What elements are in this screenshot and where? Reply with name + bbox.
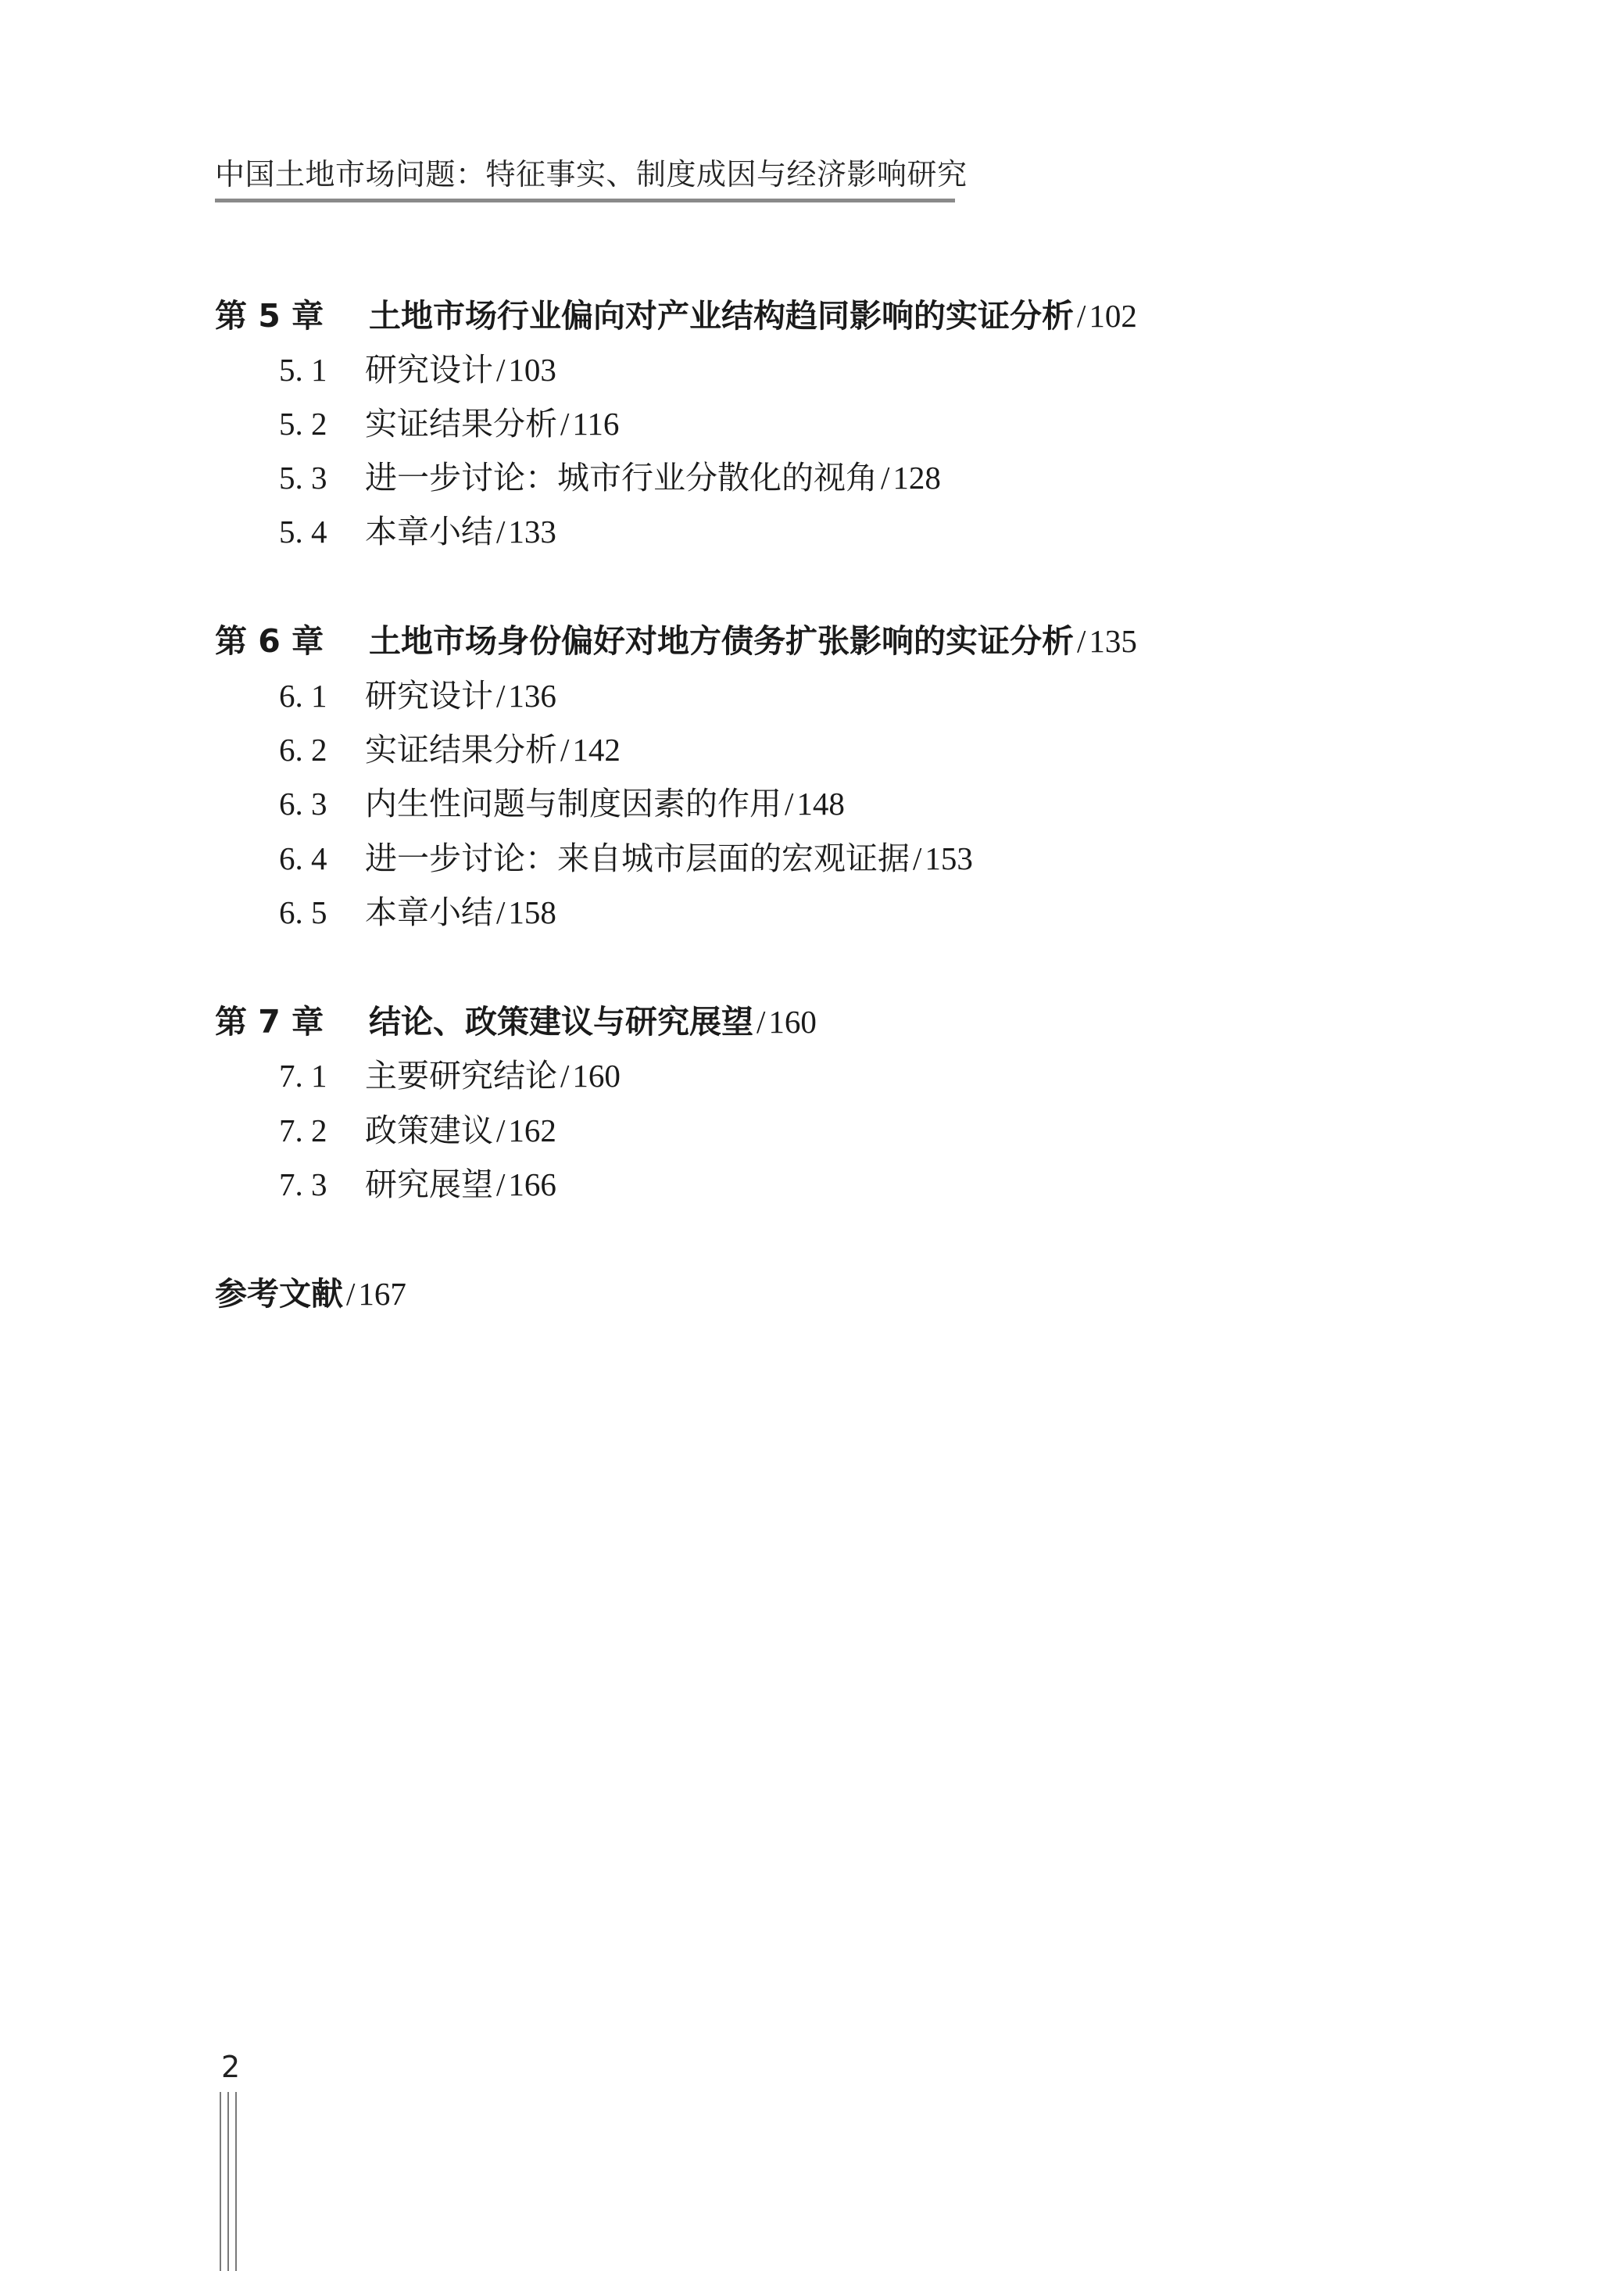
section-title: 本章小结: [365, 894, 493, 931]
toc-section-6-2[interactable]: [279, 729, 621, 770]
toc-section-6-3[interactable]: [279, 783, 845, 824]
section-title: 研究设计: [365, 351, 493, 389]
page-separator: /: [757, 1004, 766, 1040]
section-title: 实证结果分析: [365, 405, 557, 442]
section-page: 136: [508, 678, 556, 714]
page-separator: /: [560, 406, 570, 442]
margin-rule-1: [220, 2092, 221, 2271]
section-page: 153: [925, 840, 973, 876]
chapter-title: 土地市场行业偏向对产业结构趋同影响的实证分析: [369, 297, 1074, 335]
section-page: 128: [892, 460, 941, 496]
toc-section-5-2[interactable]: [279, 403, 619, 444]
chapter-page: 160: [768, 1004, 817, 1040]
toc-section-6-1[interactable]: [279, 675, 556, 716]
section-page: 148: [796, 786, 845, 822]
chapter-title: 土地市场身份偏好对地方债务扩张影响的实证分析: [369, 622, 1074, 660]
chapter-number: 第 6 章: [215, 622, 324, 660]
section-number: 5. 2: [279, 406, 327, 442]
page-separator: /: [913, 840, 922, 876]
section-number: 5. 4: [279, 514, 327, 550]
section-title: 进一步讨论：来自城市层面的宏观证据: [365, 840, 910, 877]
chapter-page: 102: [1089, 298, 1137, 334]
toc-chapter-7[interactable]: [215, 1001, 817, 1042]
section-number: 6. 3: [279, 786, 327, 822]
section-title: 内生性问题与制度因素的作用: [365, 785, 782, 822]
page-separator: /: [496, 514, 506, 550]
chapter-number: 第 5 章: [215, 297, 324, 335]
section-title: 主要研究结论: [365, 1057, 557, 1094]
toc-section-7-1[interactable]: [279, 1055, 621, 1096]
references-title: 参考文献: [215, 1275, 343, 1313]
page-separator: /: [496, 1166, 506, 1202]
chapter-number: 第 7 章: [215, 1003, 324, 1041]
toc-section-5-1[interactable]: [279, 349, 556, 390]
section-page: 103: [508, 352, 556, 388]
toc-section-6-5[interactable]: [279, 892, 556, 933]
section-number: 5. 1: [279, 352, 327, 388]
toc-references[interactable]: [215, 1273, 406, 1314]
section-number: 7. 2: [279, 1112, 327, 1148]
page-separator: /: [496, 352, 506, 388]
section-page: 133: [508, 514, 556, 550]
section-number: 5. 3: [279, 460, 327, 496]
page-separator: /: [346, 1276, 356, 1312]
section-page: 158: [508, 894, 556, 930]
section-title: 本章小结: [365, 513, 493, 550]
page-separator: /: [785, 786, 794, 822]
toc-section-7-2[interactable]: [279, 1110, 556, 1151]
page-separator: /: [1077, 298, 1086, 334]
references-page: 167: [358, 1276, 406, 1312]
section-number: 6. 1: [279, 678, 327, 714]
margin-rule-3: [235, 2092, 237, 2271]
page-separator: /: [1077, 623, 1086, 659]
toc-chapter-6[interactable]: [215, 621, 1137, 661]
page-separator: /: [560, 1058, 570, 1094]
section-number: 6. 2: [279, 732, 327, 768]
chapter-page: 135: [1089, 623, 1137, 659]
section-page: 142: [572, 732, 621, 768]
section-title: 研究展望: [365, 1166, 493, 1203]
toc-section-5-3[interactable]: [279, 457, 941, 498]
section-number: 7. 3: [279, 1166, 327, 1202]
section-title: 政策建议: [365, 1112, 493, 1149]
page-separator: /: [496, 894, 506, 930]
toc-section-7-3[interactable]: [279, 1164, 556, 1205]
section-title: 研究设计: [365, 677, 493, 715]
page-separator: /: [560, 732, 570, 768]
toc-section-6-4[interactable]: [279, 838, 973, 879]
running-header-title: 中国土地市场问题：特征事实、制度成因与经济影响研究: [215, 157, 968, 192]
section-page: 116: [572, 406, 620, 442]
section-number: 7. 1: [279, 1058, 327, 1094]
section-page: 166: [508, 1166, 556, 1202]
section-title: 进一步讨论：城市行业分散化的视角: [365, 459, 878, 496]
toc-chapter-5[interactable]: [215, 296, 1137, 336]
toc-section-5-4[interactable]: [279, 511, 556, 552]
section-page: 160: [572, 1058, 621, 1094]
chapter-title: 结论、政策建议与研究展望: [369, 1003, 753, 1041]
section-page: 162: [508, 1112, 556, 1148]
section-number: 6. 5: [279, 894, 327, 930]
margin-rule-2: [227, 2092, 229, 2271]
page-separator: /: [496, 678, 506, 714]
page-number: 2: [221, 2050, 241, 2084]
section-title: 实证结果分析: [365, 731, 557, 768]
page-separator: /: [881, 460, 890, 496]
section-number: 6. 4: [279, 840, 327, 876]
page-separator: /: [496, 1112, 506, 1148]
